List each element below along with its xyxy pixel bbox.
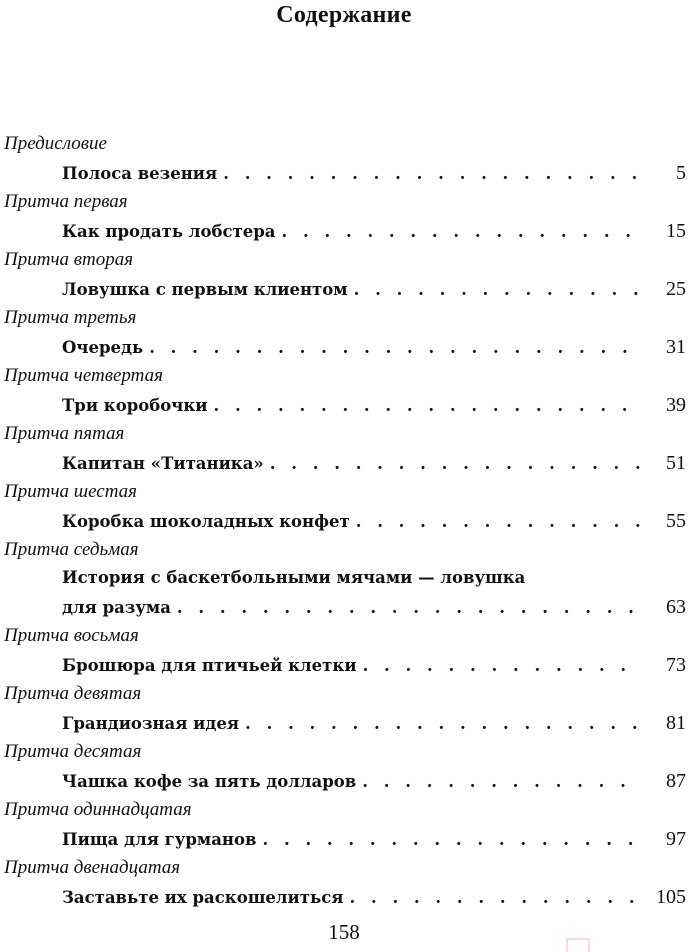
toc-entry[interactable] [62,506,686,536]
dot-leader [262,825,640,855]
toc-entry-title: для разума [62,598,171,617]
toc-entry-title: Пища для гурманов [62,830,257,849]
toc-section-label: Притча седьмая [4,539,139,560]
table-of-contents [0,130,688,912]
toc-entry[interactable] [62,390,686,420]
toc-entry[interactable] [62,216,686,246]
dot-leader [177,593,640,623]
toc-entry[interactable] [62,650,686,680]
toc-section-label: Притча четвертая [4,365,163,386]
dot-leader [149,333,640,363]
toc-page-number: 87 [666,770,686,792]
toc-entry[interactable] [62,448,686,478]
toc-entry-title: Полоса везения [62,164,218,183]
toc-page-number: 31 [666,336,686,358]
toc-section-label: Предисловие [4,133,107,154]
scan-mark-decoration [566,938,590,952]
toc-section-label: Притча шестая [4,481,137,502]
toc-page-number: 15 [666,220,686,242]
toc-page-number: 97 [666,828,686,850]
toc-entry-title: Коробка шоколадных конфет [62,512,350,531]
dot-leader [349,883,640,913]
toc-entry-title: Чашка кофе за пять долларов [62,772,357,791]
toc-section-label: Притча одиннадцатая [4,799,192,820]
toc-section-label: Притча первая [4,191,128,212]
toc-section-label: Притча пятая [4,423,125,444]
toc-entry-title: Заставьте их раскошелиться [62,888,344,907]
toc-page-number: 51 [666,452,686,474]
toc-entry[interactable] [62,274,686,304]
dot-leader [362,767,640,797]
toc-section-label: Притча вторая [4,249,134,270]
toc-entry-title: Как продать лобстера [62,222,276,241]
toc-entry-title-line1[interactable]: История с баскетбольными мячами — ловушка [62,568,526,587]
dot-leader [281,217,640,247]
toc-page-number: 81 [666,712,686,734]
toc-page-number: 55 [666,510,686,532]
toc-page-number: 73 [666,654,686,676]
dot-leader [363,651,640,681]
dot-leader [214,391,640,421]
dot-leader [270,449,640,479]
toc-entry-title: Очередь [62,338,144,357]
page-number: 158 [328,920,360,944]
toc-section-label: Притча восьмая [4,625,139,646]
toc-entry[interactable] [62,766,686,796]
toc-page-number: 5 [676,162,686,184]
toc-entry-title: Ловушка с первым клиентом [62,280,348,299]
toc-page-number: 39 [666,394,686,416]
dot-leader [223,159,640,189]
dot-leader [245,709,640,739]
toc-section-label: Притча девятая [4,683,142,704]
dot-leader [354,275,640,305]
toc-entry-title: Брошюра для птичьей клетки [62,656,357,675]
toc-entry[interactable] [62,158,686,188]
toc-section-label: Притча двенадцатая [4,857,181,878]
toc-entry[interactable] [62,592,686,622]
toc-entry[interactable] [62,708,686,738]
toc-entry-title: Капитан «Титаника» [62,454,264,473]
toc-entry[interactable] [62,332,686,362]
dot-leader [356,507,640,537]
page-title: Содержание [276,2,412,28]
toc-page-number: 25 [666,278,686,300]
toc-entry-title: Грандиозная идея [62,714,240,733]
toc-entry[interactable] [62,824,686,854]
toc-page-number: 63 [666,596,686,618]
toc-section-label: Притча третья [4,307,137,328]
toc-page-number: 105 [656,886,686,908]
toc-section-label: Притча десятая [4,741,142,762]
toc-entry-title: Три коробочки [62,396,208,415]
toc-entry[interactable] [62,882,686,912]
